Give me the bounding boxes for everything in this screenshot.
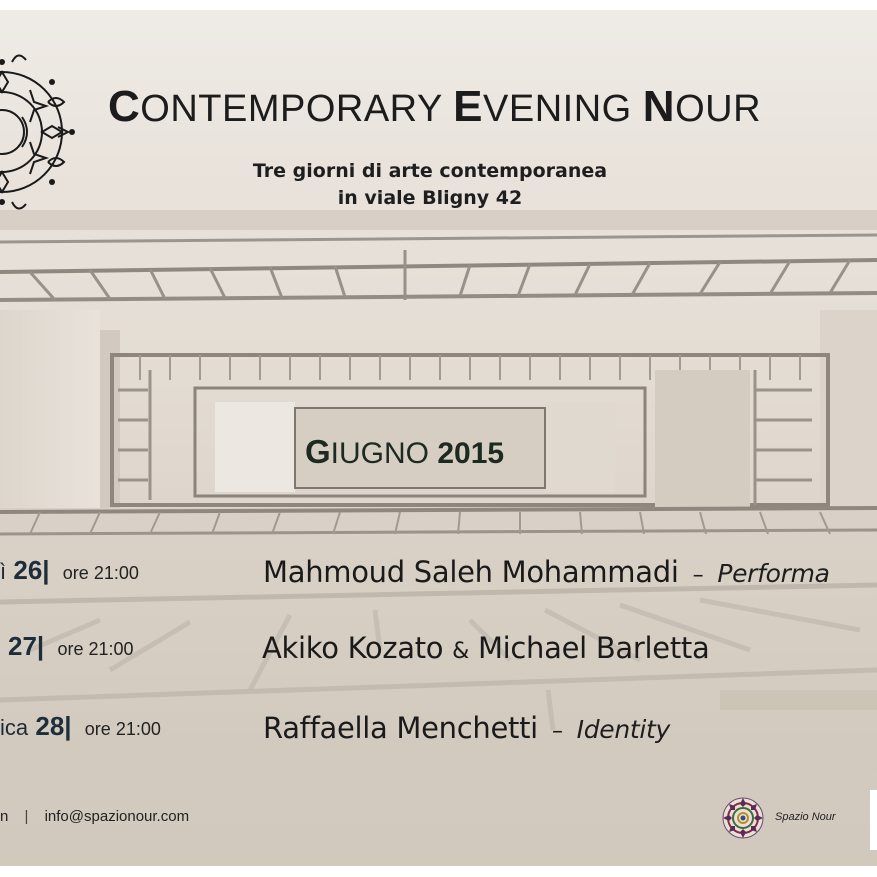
event-row-1 <box>0 555 877 595</box>
contact-left: n <box>0 808 9 825</box>
contact-separator: | <box>24 808 29 825</box>
work-title-1: Performa <box>717 559 830 588</box>
event-daynum-1: 26| <box>13 555 50 585</box>
event-time-2: ore 21:00 <box>57 639 134 659</box>
artist-name-2b: Michael Barletta <box>477 631 710 665</box>
event-time-1: ore 21:00 <box>62 563 139 583</box>
event-date-2 <box>8 631 134 662</box>
poster <box>0 10 877 866</box>
subtitle-line-1: Tre giorni di arte contemporanea <box>252 160 608 182</box>
dash-1: – <box>692 563 704 588</box>
footer-brand: Spazio Nour <box>775 811 836 823</box>
event-artist-1 <box>263 555 830 589</box>
ornamental-star-logo-icon <box>0 32 82 232</box>
subtitle-line-2: in viale Bligny 42 <box>337 187 523 209</box>
artist-name-2a: Akiko Kozato <box>262 631 444 665</box>
event-dayname-1: ì <box>0 559 7 584</box>
month-heading <box>305 433 504 471</box>
title-cap-2: E <box>453 82 484 131</box>
month-cap: G <box>305 433 331 470</box>
event-title <box>108 82 868 132</box>
event-artist-3 <box>263 711 670 745</box>
contact-email[interactable]: info@spazionour.com <box>44 808 190 825</box>
event-date-1 <box>0 555 139 586</box>
event-daynum-3: 28| <box>35 711 72 741</box>
event-date-3 <box>0 711 161 742</box>
event-row-2 <box>0 631 877 671</box>
title-rest-1: ONTEMPORARY <box>140 88 454 130</box>
footer-contact <box>0 808 189 825</box>
work-title-3: Identity <box>576 715 671 744</box>
event-artist-2 <box>262 631 709 665</box>
dash-3: – <box>551 719 563 744</box>
title-rest-2: VENING <box>483 88 643 130</box>
event-daynum-2: 27| <box>8 631 45 661</box>
event-dayname-3: ica <box>0 715 29 740</box>
edge-mark <box>870 790 877 850</box>
event-time-3: ore 21:00 <box>84 719 161 739</box>
title-cap-3: N <box>642 82 676 131</box>
artist-name-1: Mahmoud Saleh Mohammadi <box>263 555 679 589</box>
event-subtitle <box>160 158 700 212</box>
title-cap-1: C <box>108 82 141 131</box>
month-rest: IUGNO <box>330 437 430 470</box>
event-row-3 <box>0 711 877 751</box>
title-rest-3: OUR <box>675 88 762 130</box>
year: 2015 <box>437 437 505 470</box>
spazio-nour-mandala-icon <box>721 796 765 840</box>
ampersand: & <box>452 639 470 664</box>
artist-name-3: Raffaella Menchetti <box>263 711 538 745</box>
